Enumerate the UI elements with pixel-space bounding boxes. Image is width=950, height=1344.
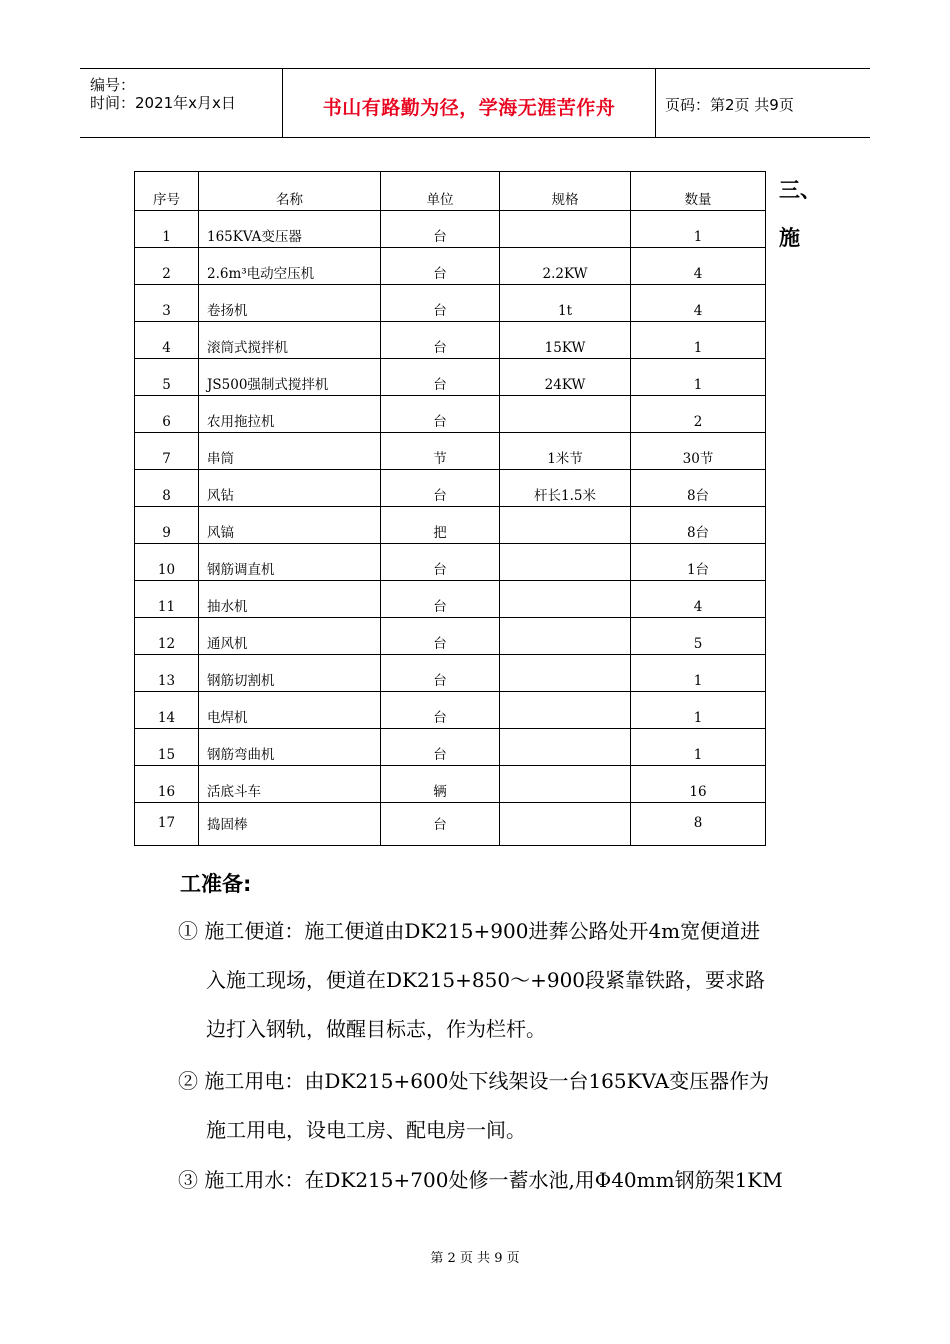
paragraph-line: 边打入钢轨，做醒目标志，作为栏杆。 xyxy=(206,1017,546,1041)
cell-unit: 台 xyxy=(381,396,500,433)
cell-index: 13 xyxy=(135,655,199,692)
paragraph-line: ② 施工用电：由DK215+600处下线架设一台165KVA变压器作为 xyxy=(178,1069,770,1093)
cell-name: 捣固棒 xyxy=(199,803,381,846)
table-row xyxy=(135,507,766,544)
cell-index: 14 xyxy=(135,692,199,729)
cell-spec xyxy=(500,396,631,433)
cell-index: 6 xyxy=(135,396,199,433)
cell-name: 钢筋切割机 xyxy=(199,655,381,692)
table-row xyxy=(135,766,766,803)
cell-spec xyxy=(500,803,631,846)
table-row xyxy=(135,285,766,322)
cell-unit: 台 xyxy=(381,618,500,655)
cell-unit: 台 xyxy=(381,359,500,396)
cell-quantity: 1 xyxy=(631,211,766,248)
table-row xyxy=(135,692,766,729)
cell-name: 活底斗车 xyxy=(199,766,381,803)
table-row xyxy=(135,396,766,433)
cell-index: 9 xyxy=(135,507,199,544)
cell-index: 15 xyxy=(135,729,199,766)
paragraph-line: 施工用电，设电工房、配电房一间。 xyxy=(206,1118,526,1142)
cell-quantity: 8台 xyxy=(631,507,766,544)
header-motto-cell xyxy=(282,69,656,137)
cell-index: 12 xyxy=(135,618,199,655)
table-header-row xyxy=(135,172,766,211)
cell-spec xyxy=(500,211,631,248)
cell-unit: 台 xyxy=(381,248,500,285)
cell-index: 4 xyxy=(135,322,199,359)
cell-spec xyxy=(500,655,631,692)
cell-name: 滚筒式搅拌机 xyxy=(199,322,381,359)
table-row xyxy=(135,433,766,470)
cell-unit: 辆 xyxy=(381,766,500,803)
cell-name: 抽水机 xyxy=(199,581,381,618)
cell-index: 10 xyxy=(135,544,199,581)
document-header xyxy=(80,68,870,138)
header-page-cell xyxy=(655,69,870,137)
cell-quantity: 8 xyxy=(631,803,766,846)
cell-spec: 1t xyxy=(500,285,631,322)
col-header-index: 序号 xyxy=(135,172,199,211)
paragraph-water xyxy=(178,1156,818,1205)
cell-spec xyxy=(500,544,631,581)
cell-spec xyxy=(500,766,631,803)
cell-name: 165KVA变压器 xyxy=(199,211,381,248)
table-row xyxy=(135,470,766,507)
time-label: 时间：2021年x月x日 xyxy=(90,94,236,112)
cell-index: 1 xyxy=(135,211,199,248)
table-row xyxy=(135,729,766,766)
cell-quantity: 1 xyxy=(631,692,766,729)
cell-unit: 台 xyxy=(381,803,500,846)
paragraph-line: 入施工现场，便道在DK215+850～+900段紧靠铁路，要求路 xyxy=(206,968,766,992)
cell-unit: 台 xyxy=(381,211,500,248)
table-row xyxy=(135,655,766,692)
cell-name: 钢筋调直机 xyxy=(199,544,381,581)
cell-quantity: 8台 xyxy=(631,470,766,507)
table-row xyxy=(135,322,766,359)
table-row xyxy=(135,211,766,248)
cell-name: 卷扬机 xyxy=(199,285,381,322)
cell-quantity: 1 xyxy=(631,655,766,692)
cell-name: 风镐 xyxy=(199,507,381,544)
cell-quantity: 1 xyxy=(631,359,766,396)
cell-quantity: 30节 xyxy=(631,433,766,470)
cell-unit: 台 xyxy=(381,655,500,692)
cell-quantity: 1台 xyxy=(631,544,766,581)
table-row xyxy=(135,803,766,846)
col-header-spec: 规格 xyxy=(500,172,631,211)
cell-spec xyxy=(500,618,631,655)
cell-index: 5 xyxy=(135,359,199,396)
cell-quantity: 4 xyxy=(631,285,766,322)
cell-name: 串筒 xyxy=(199,433,381,470)
cell-index: 7 xyxy=(135,433,199,470)
cell-index: 3 xyxy=(135,285,199,322)
cell-spec: 1米节 xyxy=(500,433,631,470)
table-row xyxy=(135,581,766,618)
cell-index: 16 xyxy=(135,766,199,803)
table-row xyxy=(135,618,766,655)
cell-name: JS500强制式搅拌机 xyxy=(199,359,381,396)
motto: 书山有路勤为径，学海无涯苦作舟 xyxy=(322,97,616,119)
cell-spec xyxy=(500,581,631,618)
col-header-name: 名称 xyxy=(199,172,381,211)
cell-index: 8 xyxy=(135,470,199,507)
cell-spec xyxy=(500,507,631,544)
cell-name: 电焊机 xyxy=(199,692,381,729)
cell-spec: 24KW xyxy=(500,359,631,396)
col-header-quantity: 数量 xyxy=(631,172,766,211)
cell-index: 2 xyxy=(135,248,199,285)
code-label: 编号： xyxy=(90,76,136,94)
page-footer: 第 2 页 共 9 页 xyxy=(430,1251,520,1266)
cell-name: 农用拖拉机 xyxy=(199,396,381,433)
cell-quantity: 1 xyxy=(631,322,766,359)
table-row xyxy=(135,544,766,581)
cell-quantity: 16 xyxy=(631,766,766,803)
cell-spec: 15KW xyxy=(500,322,631,359)
equipment-table xyxy=(134,171,766,846)
cell-unit: 台 xyxy=(381,581,500,618)
cell-quantity: 4 xyxy=(631,248,766,285)
cell-quantity: 4 xyxy=(631,581,766,618)
cell-index: 11 xyxy=(135,581,199,618)
table-row xyxy=(135,359,766,396)
cell-unit: 台 xyxy=(381,692,500,729)
cell-spec xyxy=(500,692,631,729)
equipment-table-body xyxy=(135,172,766,846)
cell-name: 钢筋弯曲机 xyxy=(199,729,381,766)
side-heading-line2: 施 xyxy=(779,226,800,250)
cell-spec xyxy=(500,729,631,766)
paragraph-line: ③ 施工用水：在DK215+700处修一蓄水池,用Φ40mm钢筋架1KM xyxy=(178,1168,783,1192)
cell-unit: 台 xyxy=(381,470,500,507)
cell-name: 风钻 xyxy=(199,470,381,507)
side-heading-line1: 三、 xyxy=(779,178,821,202)
table-row xyxy=(135,248,766,285)
cell-spec: 杆长1.5米 xyxy=(500,470,631,507)
cell-unit: 台 xyxy=(381,544,500,581)
cell-index: 17 xyxy=(135,803,199,846)
cell-quantity: 5 xyxy=(631,618,766,655)
section-heading: 工准备: xyxy=(180,872,252,896)
cell-unit: 台 xyxy=(381,322,500,359)
cell-quantity: 1 xyxy=(631,729,766,766)
col-header-unit: 单位 xyxy=(381,172,500,211)
cell-quantity: 2 xyxy=(631,396,766,433)
cell-name: 2.6m³电动空压机 xyxy=(199,248,381,285)
cell-unit: 台 xyxy=(381,285,500,322)
cell-name: 通风机 xyxy=(199,618,381,655)
cell-unit: 台 xyxy=(381,729,500,766)
paragraph-power xyxy=(178,1057,818,1155)
paragraph-line: ① 施工便道：施工便道由DK215+900进葬公路处开4m宽便道进 xyxy=(178,919,761,943)
cell-unit: 把 xyxy=(381,507,500,544)
cell-unit: 节 xyxy=(381,433,500,470)
page-label: 页码：第2页 共9页 xyxy=(665,96,794,114)
header-meta-cell xyxy=(80,69,282,137)
paragraph-road xyxy=(178,907,818,1054)
cell-spec: 2.2KW xyxy=(500,248,631,285)
